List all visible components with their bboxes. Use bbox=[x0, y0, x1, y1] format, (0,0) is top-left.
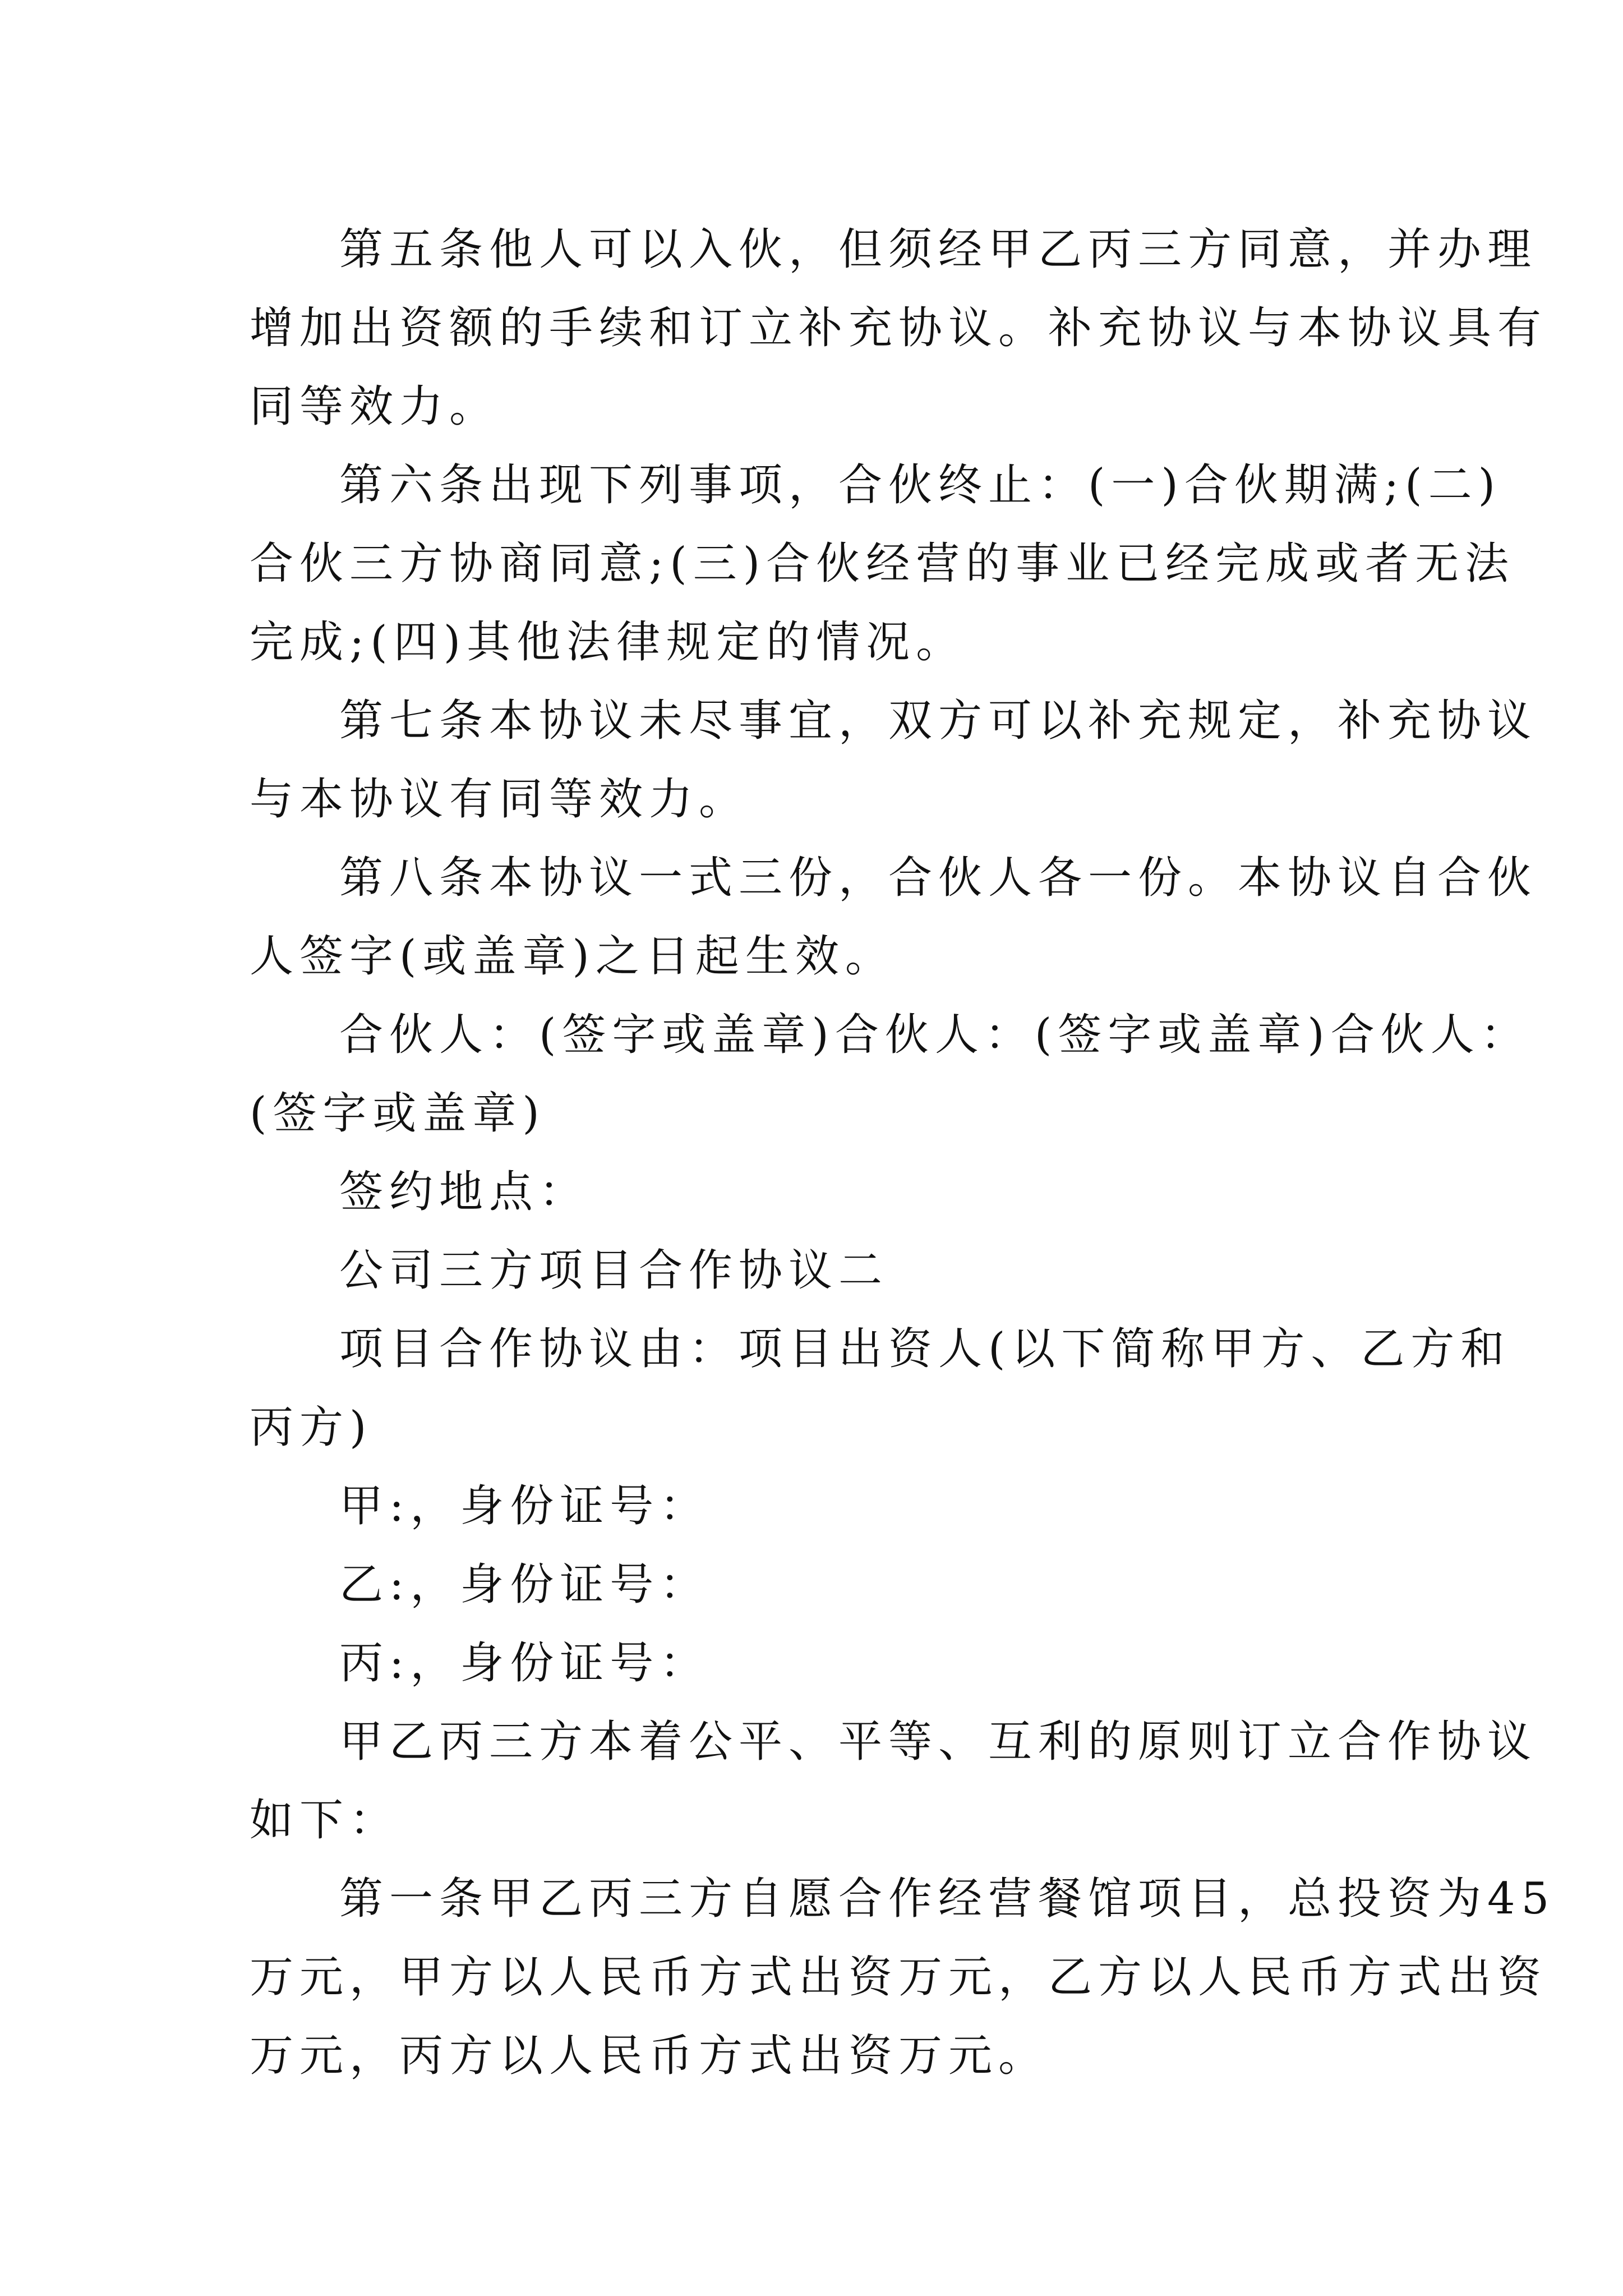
text-line: (签字或盖章) bbox=[250, 1088, 546, 1139]
text-line: 签约地点： bbox=[339, 1167, 589, 1217]
text-line: 丙:，身份证号： bbox=[339, 1638, 710, 1688]
paragraph-article-1 bbox=[250, 1860, 1556, 2095]
text-line: 完成;(四)其他法律规定的情况。 bbox=[250, 617, 966, 668]
text-line: 第五条他人可以入伙，但须经甲乙丙三方同意，并办理 bbox=[339, 224, 1538, 275]
text-line: 项目合作协议由：项目出资人(以下简称甲方、乙方和 bbox=[339, 1324, 1511, 1374]
text-line: 甲乙丙三方本着公平、平等、互利的原则订立合作协议 bbox=[339, 1717, 1538, 1767]
text-line: 公司三方项目合作协议二 bbox=[339, 1245, 889, 1296]
text-line: 如下： bbox=[250, 1795, 400, 1846]
text-line: 与本协议有同等效力。 bbox=[250, 774, 749, 825]
text-line: 合伙三方协商同意;(三)合伙经营的事业已经完成或者无法 bbox=[250, 539, 1515, 589]
paragraph-agreement-title bbox=[250, 1231, 1382, 1310]
document-body bbox=[250, 210, 1556, 2095]
text-line: 万元，丙方以人民币方式出资万元。 bbox=[250, 2031, 1049, 2081]
text-line: 丙方) bbox=[250, 1402, 373, 1453]
paragraph-article-8 bbox=[250, 839, 1538, 996]
text-line: 人签字(或盖章)之日起生效。 bbox=[250, 931, 895, 982]
paragraph-signing-place bbox=[250, 1153, 1382, 1231]
paragraph-party-c bbox=[250, 1624, 1382, 1703]
text-line: 第八条本协议一式三份，合伙人各一份。本协议自合伙 bbox=[339, 853, 1538, 903]
text-line: 第七条本协议未尽事宜，双方可以补充规定，补充协议 bbox=[339, 696, 1538, 746]
paragraph-article-7 bbox=[250, 682, 1538, 839]
paragraph-article-6 bbox=[250, 446, 1515, 682]
paragraph-principles bbox=[250, 1703, 1538, 1860]
text-line: 第六条出现下列事项，合伙终止：(一)合伙期满;(二) bbox=[339, 460, 1502, 510]
text-line: 甲:，身份证号： bbox=[339, 1481, 710, 1531]
paragraph-party-a bbox=[250, 1467, 1382, 1545]
text-line: 第一条甲乙丙三方自愿合作经营餐馆项目，总投资为45 bbox=[339, 1874, 1556, 1924]
text-line: 同等效力。 bbox=[250, 381, 500, 432]
text-line: 万元，甲方以人民币方式出资万元，乙方以人民币方式出资 bbox=[250, 1952, 1548, 2003]
text-line: 乙:，身份证号： bbox=[339, 1559, 710, 1610]
paragraph-parties-intro bbox=[250, 1310, 1511, 1467]
text-line: 合伙人：(签字或盖章)合伙人：(签字或盖章)合伙人： bbox=[339, 1010, 1530, 1060]
paragraph-article-5 bbox=[250, 210, 1548, 446]
paragraph-signatures bbox=[250, 996, 1530, 1153]
paragraph-party-b bbox=[250, 1545, 1382, 1624]
text-line: 增加出资额的手续和订立补充协议。补充协议与本协议具有 bbox=[250, 303, 1548, 353]
